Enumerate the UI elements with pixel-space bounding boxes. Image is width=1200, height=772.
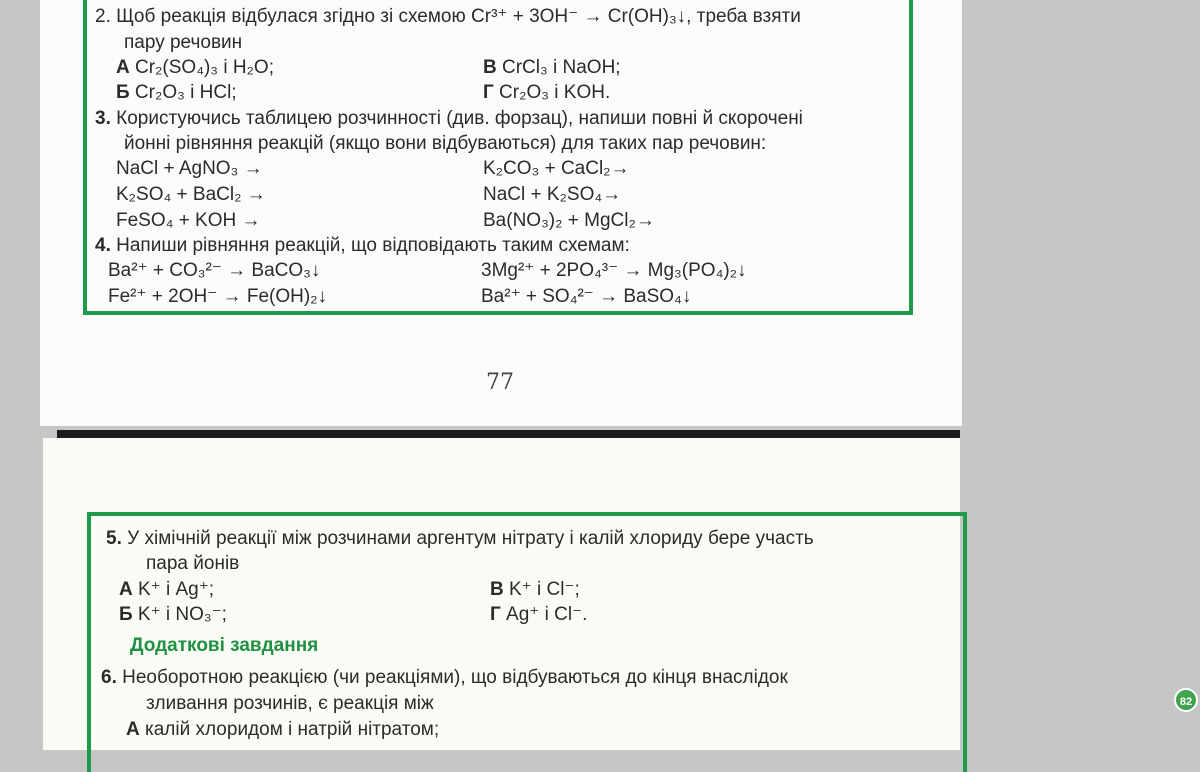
q5-option-g: Г Ag⁺ і Cl⁻.: [490, 604, 588, 625]
q6-option-a: А калій хлоридом і натрій нітратом;: [126, 719, 440, 740]
q2-option-b: Б Cr₂O₃ і HCl;: [116, 82, 237, 103]
q2-option-g: Г Cr₂O₃ і KOH.: [483, 82, 611, 103]
page-77: [40, 0, 962, 426]
q5-line1: 5. У хімічній реакції між розчинами аргентум нітрату і калій хлориду бере участь: [106, 528, 814, 549]
q3-pair-left-3: FeSO₄ + KOH →: [116, 210, 261, 231]
q6-line1: 6. Необоротною реакцією (чи реакціями), що відбуваються до кінця внаслідок: [101, 667, 788, 688]
page-78: [43, 438, 960, 750]
q3-line2: йонні рівняння реакцій (якщо вони відбуваються) для таких пар речовин:: [124, 133, 767, 154]
q5-option-v: В K⁺ і Cl⁻;: [490, 579, 580, 600]
q3-pair-left-2: K₂SO₄ + BaCl₂ →: [116, 184, 266, 205]
q3-pair-right-1: K₂CO₃ + CaCl₂→: [483, 158, 630, 179]
q5-line2: пара йонів: [146, 553, 240, 574]
q2-option-v: В CrCl₃ і NaOH;: [483, 57, 621, 78]
q3-pair-left-1: NaCl + AgNO₃ →: [116, 158, 263, 179]
q4-scheme-left-2: Fe²⁺ + 2OH⁻ → Fe(OH)₂↓: [108, 286, 328, 307]
q4-scheme-left-1: Ba²⁺ + CO₃²⁻ → BaCO₃↓: [108, 260, 321, 281]
q4-scheme-right-2: Ba²⁺ + SO₄²⁻ → BaSO₄↓: [481, 286, 692, 307]
q5-option-a: А K⁺ і Ag⁺;: [119, 579, 215, 600]
q2-option-a: А Cr₂(SO₄)₃ і H₂O;: [116, 57, 274, 78]
page-badge[interactable]: 82: [1174, 688, 1198, 712]
q6-line2: зливання розчинів, є реакція між: [146, 693, 434, 714]
page-number: 77: [486, 370, 514, 395]
q4-line1: 4. Напиши рівняння реакцій, що відповідають таким схемам:: [95, 235, 630, 256]
q3-pair-right-3: Ba(NO₃)₂ + MgCl₂→: [483, 210, 655, 231]
q3-pair-right-2: NaCl + K₂SO₄→: [483, 184, 622, 205]
q3-line1: 3. Користуючись таблицею розчинності (див. форзац), напиши повні й скорочені: [95, 108, 803, 129]
q2-line1: 2. Щоб реакція відбулася згідно зі схемою Cr³⁺ + 3OH⁻ → Cr(OH)₃↓, треба взяти: [95, 6, 801, 27]
q4-scheme-right-1: 3Mg²⁺ + 2PO₄³⁻ → Mg₃(PO₄)₂↓: [481, 260, 747, 281]
extra-tasks-header: Додаткові завдання: [130, 635, 319, 656]
page-divider: [57, 430, 960, 438]
q2-line2: пару речовин: [124, 32, 243, 53]
q5-option-b: Б K⁺ і NO₃⁻;: [119, 604, 227, 625]
